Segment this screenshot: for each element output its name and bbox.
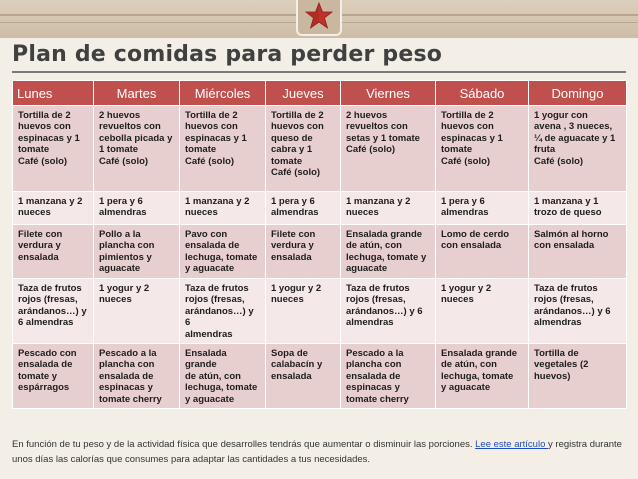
day-header: Miércoles: [180, 81, 266, 106]
meal-cell: 1 yogur y 2 nueces: [436, 279, 529, 344]
meal-cell: 1 manzana y 2 nueces: [13, 192, 94, 225]
day-header: Sábado: [436, 81, 529, 106]
table-header-row: [13, 81, 627, 106]
meal-cell: 1 pera y 6 almendras: [266, 192, 341, 225]
meal-cell: 1 pera y 6 almendras: [94, 192, 180, 225]
meal-cell: Taza de frutos rojos (fresas, arándanos…) y 6 almendras: [529, 279, 627, 344]
table-row: [13, 225, 627, 279]
meal-cell: Pescado con ensalada de tomate y espárragos: [13, 344, 94, 409]
meal-cell: Sopa de calabacín y ensalada: [266, 344, 341, 409]
table-row: [13, 192, 627, 225]
meal-cell: 1 yogur y 2 nueces: [266, 279, 341, 344]
day-header: Martes: [94, 81, 180, 106]
meal-cell: 1 manzana y 1 trozo de queso: [529, 192, 627, 225]
meal-cell: 1 manzana y 2 nueces: [341, 192, 436, 225]
meal-cell: Filete con verdura y ensalada: [13, 225, 94, 279]
meal-cell: Salmón al horno con ensalada: [529, 225, 627, 279]
meal-cell: 1 yogur y 2 nueces: [94, 279, 180, 344]
meal-cell: Pollo a la plancha con pimientos y aguacate: [94, 225, 180, 279]
day-header: Viernes: [341, 81, 436, 106]
meal-cell: 1 pera y 6 almendras: [436, 192, 529, 225]
footer-text-before: En función de tu peso y de la actividad física que desarrolles tendrás que aumentar o disminuir las porciones.: [12, 439, 476, 450]
star-icon: [304, 1, 334, 31]
meal-cell: 2 huevos revueltos con setas y 1 tomate Café (solo): [341, 106, 436, 192]
meal-cell: Taza de frutos rojos (fresas, arándanos…) y 6 almendras: [341, 279, 436, 344]
meal-cell: Ensalada grande de atún, con lechuga, tomate y aguacate: [341, 225, 436, 279]
meal-cell: Tortilla de 2 huevos con espinacas y 1 tomate Café (solo): [436, 106, 529, 192]
meal-cell: Tortilla de 2 huevos con queso de cabra y 1 tomate Café (solo): [266, 106, 341, 192]
day-header: Lunes: [13, 81, 94, 106]
meal-cell: Tortilla de 2 huevos con espinacas y 1 tomate Café (solo): [180, 106, 266, 192]
meal-cell: 1 yogur con avena , 3 nueces, ¼ de aguacate y 1 fruta Café (solo): [529, 106, 627, 192]
meal-cell: Pavo con ensalada de lechuga, tomate y aguacate: [180, 225, 266, 279]
footer-text-after: y registra durante unos días las calorías que consumes para adaptar las cantidades a tus necesidades.: [12, 439, 622, 465]
meal-plan-table: [12, 80, 627, 409]
page-title: Plan de comidas para perder peso: [12, 42, 443, 67]
meal-cell: Pescado a la plancha con ensalada de espinacas y tomate cherry: [94, 344, 180, 409]
table-row: [13, 279, 627, 344]
meal-cell: Taza de frutos rojos (fresas, arándanos…) y 6 almendras: [13, 279, 94, 344]
day-header: Domingo: [529, 81, 627, 106]
meal-cell: 2 huevos revueltos con cebolla picada y 1 tomate Café (solo): [94, 106, 180, 192]
meal-cell: 1 manzana y 2 nueces: [180, 192, 266, 225]
star-badge: [296, 0, 342, 36]
footer-note: [12, 437, 626, 467]
day-header: Jueves: [266, 81, 341, 106]
meal-cell: Lomo de cerdo con ensalada: [436, 225, 529, 279]
article-link[interactable]: Lee este artículo: [475, 439, 549, 450]
table-row: [13, 344, 627, 409]
meal-cell: Tortilla de vegetales (2 huevos): [529, 344, 627, 409]
title-underline: [12, 71, 626, 73]
meal-cell: Filete con verdura y ensalada: [266, 225, 341, 279]
table-row: [13, 106, 627, 192]
meal-cell: Ensalada grande de atún, con lechuga, tomate y aguacate: [436, 344, 529, 409]
meal-cell: Taza de frutos rojos (fresas, arándanos…) y 6 almendras: [180, 279, 266, 344]
meal-cell: Tortilla de 2 huevos con espinacas y 1 tomate Café (solo): [13, 106, 94, 192]
meal-cell: Pescado a la plancha con ensalada de espinacas y tomate cherry: [341, 344, 436, 409]
meal-cell: Ensalada grande de atún, con lechuga, tomate y aguacate: [180, 344, 266, 409]
